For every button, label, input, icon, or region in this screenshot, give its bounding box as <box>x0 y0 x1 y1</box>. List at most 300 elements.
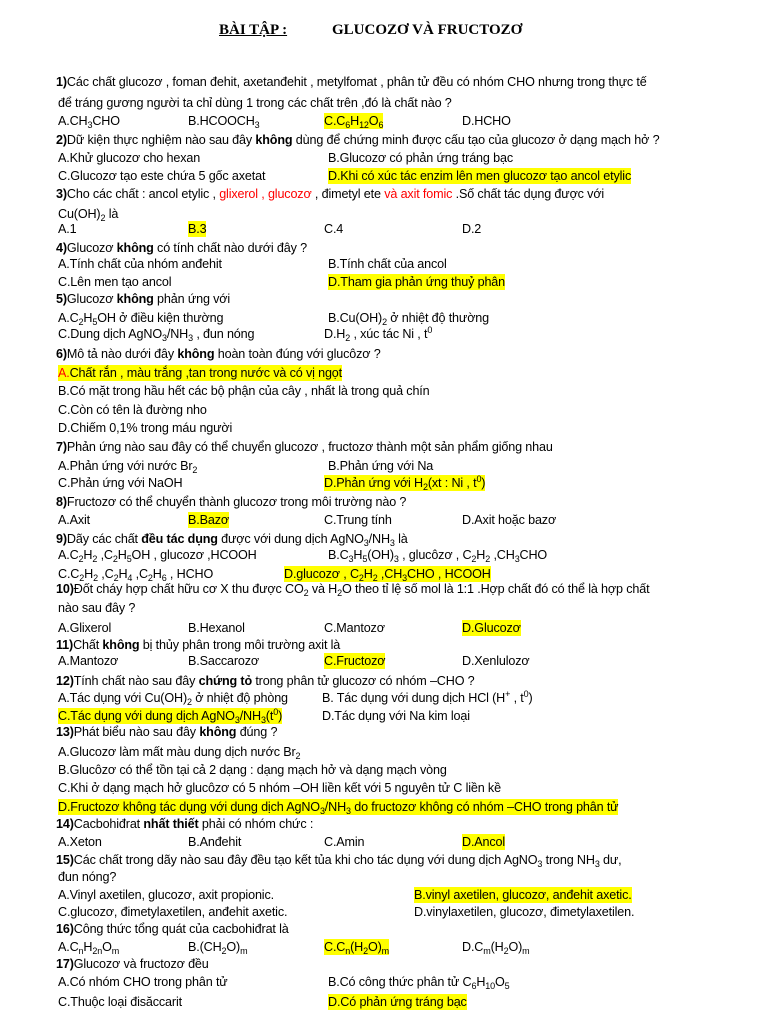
question-line <box>0 921 768 939</box>
text-segment: 5 <box>92 317 98 327</box>
question-text <box>56 531 408 547</box>
text-segment: C.Mantozơ <box>324 621 385 635</box>
text-segment: ,C <box>97 548 113 562</box>
answer-option <box>58 458 197 474</box>
text-segment: A.C <box>58 548 79 562</box>
question-line <box>0 673 768 691</box>
text-segment: 2 <box>78 554 84 564</box>
text-segment: 3 <box>363 538 369 548</box>
text-segment: O <box>495 975 505 989</box>
question-line <box>0 494 768 512</box>
text-segment: O <box>102 940 112 954</box>
text-segment: 2 <box>363 946 368 956</box>
answer-highlighted <box>0 799 768 817</box>
text-segment: H <box>476 548 486 562</box>
text-segment: 3 <box>348 554 354 564</box>
answer-option <box>58 869 116 885</box>
text-segment: , xúc tác Ni , t <box>350 327 428 341</box>
text-segment: A.Tác dụng với Cu(OH) <box>58 691 187 705</box>
text-segment: A.Axit <box>58 513 90 527</box>
correct-answer <box>328 168 631 184</box>
text-segment: H <box>118 567 128 581</box>
text-segment: A.C <box>58 940 79 954</box>
text-segment: Phát biểu nào sau đây <box>73 725 200 739</box>
text-segment: C.Tác dụng với dung dịch AgNO <box>58 709 235 723</box>
text-segment: H <box>152 567 162 581</box>
text-segment: ,CH <box>490 548 515 562</box>
text-segment: D.Chiếm 0,1% trong máu người <box>58 421 233 435</box>
text-segment: , glucôzơ , C <box>398 548 472 562</box>
text-segment: 5 <box>504 981 510 991</box>
answer-options-row <box>0 547 768 565</box>
answer-option <box>58 512 90 528</box>
answer-option <box>328 310 489 326</box>
text-segment: D.Ancol <box>462 835 506 849</box>
text-segment: Glucozơ <box>66 241 117 255</box>
correct-answer <box>462 834 505 850</box>
text-segment: 2 <box>471 554 477 564</box>
text-segment: là <box>105 207 119 221</box>
text-segment: n <box>78 946 84 956</box>
answer-options-row <box>0 475 768 493</box>
answer-option <box>324 620 385 636</box>
answer-option <box>324 834 364 850</box>
text-segment: m <box>522 946 530 956</box>
answer-option <box>58 168 265 184</box>
text-segment: 6 <box>471 981 477 991</box>
text-segment: không <box>116 241 154 255</box>
answer-option <box>58 256 222 272</box>
text-segment: H <box>363 567 373 581</box>
text-line <box>0 383 768 401</box>
text-segment: , t <box>510 691 524 705</box>
text-segment: A.Vinyl axetilen, glucozơ, axit propionic. <box>58 888 274 902</box>
question-text <box>56 816 313 832</box>
text-segment: 2 <box>93 573 98 583</box>
text-segment: 2n <box>92 946 103 956</box>
answer-option <box>188 653 259 669</box>
text-segment: Dữ kiện thực nghiệm nào sau đây <box>66 133 256 147</box>
text-segment: H <box>117 548 127 562</box>
answer-options-row <box>0 994 768 1012</box>
text-segment: 2 <box>358 573 364 583</box>
text-segment: A.CH <box>58 114 88 128</box>
text-segment: C.Phản ứng với NaOH <box>58 476 183 490</box>
question-number: 7) <box>56 440 67 454</box>
text-segment: 0 <box>476 474 482 484</box>
answer-option <box>462 221 481 237</box>
answer-option <box>58 887 274 903</box>
title-right: GLUCOZƠ VÀ FRUCTOZƠ <box>332 22 523 38</box>
correct-answer <box>324 939 389 955</box>
question-text <box>56 921 289 937</box>
answer-options-row <box>0 113 768 131</box>
question-line <box>0 186 768 204</box>
answer-option <box>58 206 118 222</box>
text-segment: D.Có phản ứng tráng bạc <box>328 995 467 1009</box>
text-segment: A.Phản ứng với nước Br <box>58 459 193 473</box>
question-number: 2) <box>56 133 67 147</box>
answer-options-row <box>0 974 768 992</box>
text-segment: H <box>476 975 486 989</box>
text-segment: D.Phản ứng với H <box>324 476 423 490</box>
text-line <box>0 762 768 780</box>
text-segment: Tính chất nào sau đây <box>73 674 199 688</box>
text-segment: 2 <box>112 554 118 564</box>
text-segment: B.3 <box>188 222 207 236</box>
text-segment: 2 <box>423 482 428 492</box>
text-segment: A.C <box>58 311 79 325</box>
text-segment: (OH) <box>367 548 394 562</box>
text-segment: OH ở điều kiện thường <box>97 311 224 325</box>
text-segment: C.C <box>58 567 80 581</box>
correct-answer <box>188 512 229 528</box>
answer-option <box>58 383 430 399</box>
text-segment: A.Khử glucozơ cho hexan <box>58 151 201 165</box>
text-segment: B.(CH <box>188 940 222 954</box>
text-segment: Dãy các chất <box>66 532 142 546</box>
text-segment: (H <box>350 940 364 954</box>
answer-option <box>58 762 447 778</box>
text-segment: B.Glucôzơ có thể tồn tại cả 2 dạng : dạng mạch hở và dạng mạch vòng <box>58 763 447 777</box>
text-segment: D.vinylaxetilen, glucozơ, đimetylaxetilen. <box>414 905 635 919</box>
text-segment: (t <box>265 709 274 723</box>
correct-answer <box>324 475 485 491</box>
question-text <box>56 852 622 868</box>
text-segment: A.Glucozơ làm mất màu dung dịch nước Br <box>58 745 296 759</box>
correct-answer <box>58 365 342 381</box>
answer-options-row <box>0 326 768 344</box>
question-text <box>56 132 659 148</box>
text-segment: ở nhiệt độ thường <box>386 311 490 325</box>
text-segment: O theo tỉ lệ số mol là 1:1 .Hợp chất đó có thể là hợp chất <box>341 582 650 596</box>
text-segment: /NH <box>368 532 390 546</box>
text-segment: B. Tác dụng với dung dịch HCl (H <box>322 691 506 705</box>
correct-answer <box>414 887 632 903</box>
text-segment: B.Bazơ <box>188 513 229 527</box>
text-segment: hoàn toàn đúng với glucôzơ ? <box>214 347 381 361</box>
text-segment: B.Anđehit <box>188 835 242 849</box>
question-line <box>0 291 768 309</box>
answer-option <box>58 744 300 760</box>
text-segment: H <box>83 940 93 954</box>
question-number: 4) <box>56 241 67 255</box>
text-segment: C.C <box>324 940 346 954</box>
answer-option <box>58 420 232 436</box>
text-segment: và axit fomic <box>384 187 453 201</box>
text-segment: 2 <box>192 465 198 475</box>
text-segment: 2 <box>100 213 106 223</box>
text-segment: 3 <box>537 859 543 869</box>
question-number: 1) <box>56 75 67 89</box>
question-number: 6) <box>56 347 67 361</box>
text-segment: A. <box>58 366 70 380</box>
answer-option <box>462 653 530 669</box>
text-segment: /NH <box>239 709 261 723</box>
text-segment: H <box>84 567 94 581</box>
question-text <box>56 494 406 510</box>
answer-option <box>58 310 223 326</box>
text-segment: phải có nhóm chức : <box>198 817 314 831</box>
text-segment: không <box>255 133 293 147</box>
text-line <box>0 600 768 618</box>
answer-option <box>58 994 182 1010</box>
text-segment: C.Lên men tạo ancol <box>58 275 172 289</box>
text-segment: 2 <box>78 317 84 327</box>
text-segment: trong NH <box>542 853 595 867</box>
text-segment: C.glucozơ, đimetylaxetilen, anđehit axetic. <box>58 905 288 919</box>
question-text <box>56 186 604 202</box>
text-segment: Fructozơ có thể chuyển thành glucozơ trong môi trường nào ? <box>66 495 407 509</box>
answer-option <box>188 113 260 129</box>
answer-option <box>58 113 120 129</box>
answer-options-row <box>0 904 768 922</box>
text-segment: 3 <box>594 859 600 869</box>
text-segment: đun nóng? <box>58 870 117 884</box>
text-line <box>0 420 768 438</box>
text-segment: O) <box>226 940 241 954</box>
text-segment: B.Cu(OH) <box>328 311 383 325</box>
text-segment: Đốt cháy hợp chất hữu cơ X thu được CO <box>73 582 304 596</box>
text-segment: được với dung dịch AgNO <box>217 532 364 546</box>
answer-option <box>322 690 533 706</box>
text-segment: 4 <box>127 573 133 583</box>
text-segment: A.Tính chất của nhóm anđehit <box>58 257 222 271</box>
correct-answer <box>462 620 521 636</box>
text-segment: D.2 <box>462 222 482 236</box>
answer-options-row <box>0 274 768 292</box>
question-text <box>56 673 475 689</box>
text-segment: 3 <box>234 715 240 725</box>
text-segment: 2 <box>485 554 491 564</box>
answer-option <box>322 708 470 724</box>
text-segment: 3 <box>162 333 167 343</box>
answer-option <box>188 620 245 636</box>
correct-answer <box>324 653 385 669</box>
answer-highlighted <box>0 365 768 383</box>
answer-option <box>58 600 135 616</box>
text-segment: D.HCHO <box>462 114 511 128</box>
text-segment: 3 <box>393 554 399 564</box>
text-segment: Công thức tổng quát của cacbohiđrat là <box>73 922 289 936</box>
question-number: 13) <box>56 725 74 739</box>
text-segment: (H <box>490 940 504 954</box>
question-number: 17) <box>56 957 74 971</box>
text-segment: 3 <box>319 806 325 816</box>
correct-answer <box>324 113 383 129</box>
question-line <box>0 816 768 834</box>
answer-option <box>328 458 433 474</box>
text-line <box>0 402 768 420</box>
text-segment: B.HCOOCH <box>188 114 255 128</box>
text-segment: Cacbohiđrat <box>73 817 144 831</box>
text-segment: , HCHO <box>166 567 214 581</box>
text-segment: ,CH <box>377 567 403 581</box>
question-text <box>56 724 277 740</box>
text-segment: D.glucozơ , C <box>284 567 359 581</box>
text-segment: 0 <box>273 707 279 717</box>
answer-option <box>58 547 257 563</box>
question-number: 5) <box>56 292 67 306</box>
text-segment: O <box>368 114 379 128</box>
text-segment: OH , glucozơ ,HCOOH <box>131 548 257 562</box>
question-text <box>56 439 553 455</box>
text-segment: Glucozơ và fructozơ đều <box>73 957 209 971</box>
answer-options-row <box>0 939 768 957</box>
text-segment: H <box>83 548 93 562</box>
text-segment: CHO <box>519 548 548 562</box>
text-segment: D.Tham gia phản ứng thuỷ phân <box>328 275 506 289</box>
text-segment: 6 <box>161 573 167 583</box>
answer-options-row <box>0 620 768 638</box>
question-number: 3) <box>56 187 67 201</box>
text-segment: 2 <box>147 573 153 583</box>
title-left: BÀI TẬP : <box>219 22 288 38</box>
text-segment: m <box>483 946 491 956</box>
text-segment: .Số chất tác dụng được với <box>452 187 605 201</box>
correct-answer <box>328 274 505 290</box>
text-segment: ) <box>481 476 486 490</box>
question-line <box>0 581 768 599</box>
text-segment: A.Có nhóm CHO trong phân tử <box>58 975 228 989</box>
question-line <box>0 439 768 457</box>
answer-option <box>414 904 634 920</box>
text-segment: C.4 <box>324 222 344 236</box>
text-segment: ,C <box>132 567 148 581</box>
answer-options-row <box>0 887 768 905</box>
text-segment: 2 <box>337 588 342 598</box>
answer-option <box>58 274 171 290</box>
text-segment: /NH <box>324 800 347 814</box>
text-segment: dư, <box>599 853 622 867</box>
answer-options-row <box>0 834 768 852</box>
text-segment: 3 <box>346 806 351 816</box>
text-segment: B.Tính chất của ancol <box>328 257 447 271</box>
question-line <box>0 132 768 150</box>
text-segment: Phản ứng nào sau đây có thể chuyển glucozơ , fructozơ thành một sản phẩm giống nhau <box>66 440 553 454</box>
text-segment: C.C <box>324 114 346 128</box>
answer-option <box>328 974 510 990</box>
answer-option <box>188 834 241 850</box>
text-segment: nào sau đây ? <box>58 601 136 615</box>
answer-option <box>58 95 452 111</box>
text-segment: có tính chất nào dưới đây ? <box>153 241 307 255</box>
correct-answer <box>188 221 206 237</box>
answer-options-row <box>0 150 768 168</box>
text-segment: Chất <box>73 638 103 652</box>
answer-option <box>58 834 102 850</box>
text-segment: B.Hexanol <box>188 621 245 635</box>
text-segment: 3 <box>260 715 266 725</box>
question-line <box>0 852 768 870</box>
text-segment: 6 <box>378 120 384 130</box>
answer-option <box>328 256 447 272</box>
question-number: 12) <box>56 674 74 688</box>
answer-option <box>58 402 207 418</box>
text-segment: H <box>353 548 363 562</box>
text-segment: + <box>505 689 511 699</box>
text-segment: D.Tác dụng với Na kim loại <box>322 709 470 723</box>
question-line <box>0 724 768 742</box>
text-segment: Các chất glucozơ , foman đehit, axetanđehit , metylfomat , phân tử đều có nhóm CHO nhưng trong thực tế <box>66 75 647 89</box>
text-segment: B.Glucozơ có phản ứng tráng bạc <box>328 151 513 165</box>
question-number: 14) <box>56 817 74 831</box>
answer-option <box>462 512 556 528</box>
text-segment: 2 <box>113 573 119 583</box>
text-segment: 2 <box>382 317 387 327</box>
answer-option <box>328 547 547 563</box>
text-segment: Glucozơ <box>66 292 117 306</box>
question-number: 9) <box>56 532 67 546</box>
text-segment: 0 <box>523 689 529 699</box>
text-segment: D.C <box>462 940 484 954</box>
question-text <box>56 637 340 653</box>
question-number: 8) <box>56 495 67 509</box>
answer-options-row <box>0 168 768 186</box>
question-number: 15) <box>56 853 74 867</box>
text-segment: 2 <box>295 751 301 761</box>
text-segment: không <box>116 292 154 306</box>
answer-option <box>324 512 392 528</box>
text-segment: ) <box>278 709 283 723</box>
question-text <box>56 74 647 90</box>
text-segment: Cu(OH) <box>58 207 101 221</box>
text-segment: không <box>102 638 140 652</box>
question-text <box>56 581 649 597</box>
text-segment: 3 <box>87 120 93 130</box>
text-segment: C.Còn có tên là đường nho <box>58 403 207 417</box>
correct-answer <box>58 708 282 724</box>
answer-option <box>462 939 530 955</box>
answer-option <box>58 150 200 166</box>
answer-options-row <box>0 256 768 274</box>
text-segment: 2 <box>303 588 309 598</box>
answer-option <box>462 113 511 129</box>
correct-answer <box>328 994 467 1010</box>
text-segment: do fructozơ không có nhóm –CHO trong phân tử <box>350 800 619 814</box>
text-segment: 3 <box>389 538 395 548</box>
text-segment: (xt : Ni , t <box>427 476 477 490</box>
answer-option <box>188 939 247 955</box>
text-segment: D.Fructozơ không tác dụng với dung dịch AgNO <box>58 800 320 814</box>
text-segment: m <box>381 946 390 956</box>
text-segment: C.Glucozơ tạo este chứa 5 gốc axetat <box>58 169 266 183</box>
text-segment: C.Dung dịch AgNO <box>58 327 163 341</box>
text-segment: B.C <box>328 548 349 562</box>
text-segment: 0 <box>427 325 433 335</box>
text-line <box>0 95 768 113</box>
question-text <box>56 291 230 307</box>
text-segment: B.Saccarozơ <box>188 654 260 668</box>
text-segment: phản ứng với <box>153 292 231 306</box>
text-segment: đúng ? <box>236 725 278 739</box>
text-segment: C.Amin <box>324 835 365 849</box>
text-segment: C.Thuộc loại đisăccarit <box>58 995 182 1009</box>
text-segment: A.Glixerol <box>58 621 112 635</box>
answer-option <box>324 326 432 342</box>
text-segment: B.Phản ứng với Na <box>328 459 434 473</box>
text-segment: 2 <box>372 573 378 583</box>
text-segment: và H <box>308 582 338 596</box>
answer-options-row <box>0 458 768 476</box>
answer-option <box>58 475 182 491</box>
text-segment: H <box>350 114 360 128</box>
text-segment: không <box>199 725 237 739</box>
text-line <box>0 869 768 887</box>
answer-options-row <box>0 221 768 239</box>
text-segment: 3 <box>402 573 408 583</box>
text-line <box>0 780 768 798</box>
